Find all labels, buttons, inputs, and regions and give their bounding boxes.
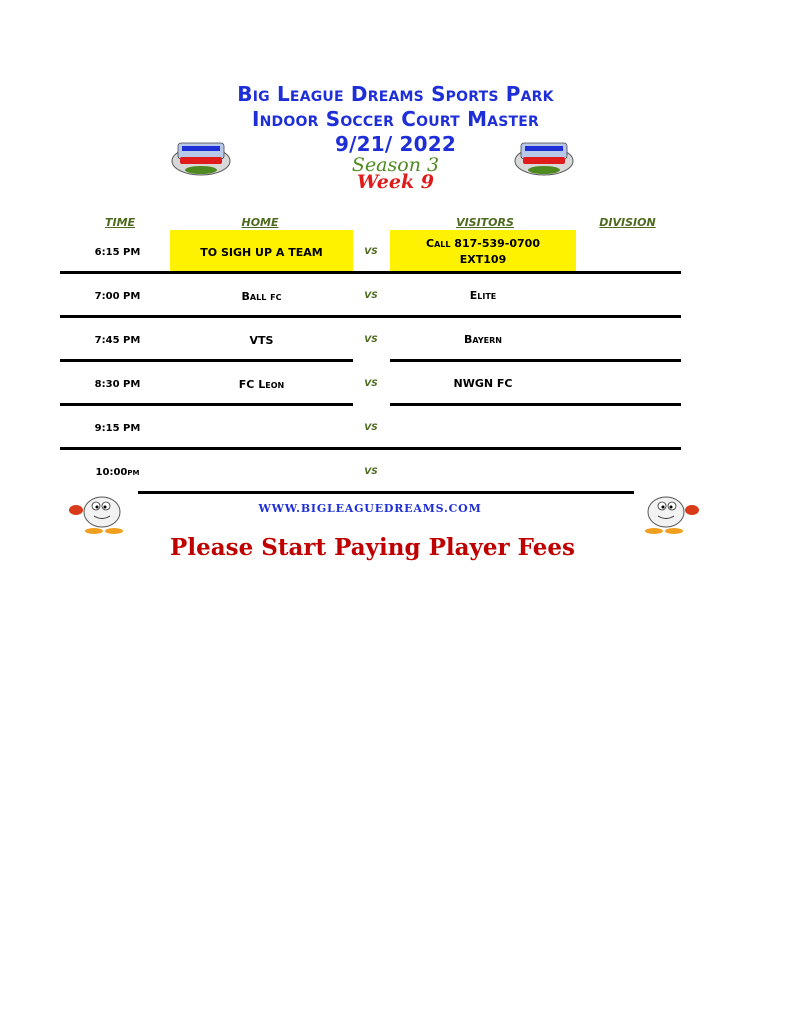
- column-header-visitors: VISITORS: [456, 216, 514, 229]
- game-time: 10:00pm: [95, 466, 140, 478]
- game-row: [60, 230, 681, 274]
- game-row: [60, 362, 681, 406]
- stadium-logo-icon: [513, 137, 575, 179]
- schedule-date: 9/21/ 2022: [335, 132, 456, 156]
- column-header-division: DIVISION: [599, 216, 656, 229]
- visitor-team: Elite: [469, 289, 497, 302]
- vs-label: VS: [364, 467, 378, 477]
- schedule-title: Indoor Soccer Court Master: [251, 107, 539, 131]
- game-time: 9:15 PM: [94, 422, 141, 434]
- home-team: Ball fc: [241, 289, 282, 303]
- game-row: [60, 274, 681, 318]
- home-team: [170, 450, 353, 494]
- season-label: Season 3: [351, 154, 440, 176]
- home-team: FC Leon: [238, 377, 285, 391]
- stadium-logo-icon: [170, 137, 232, 179]
- visitor-team: NWGN FC: [453, 377, 513, 390]
- home-team: TO SIGH UP A TEAM: [170, 230, 353, 274]
- game-time: 8:30 PM: [94, 378, 141, 390]
- week-label: Week 9: [357, 171, 434, 193]
- park-title: Big League Dreams Sports Park: [237, 82, 554, 106]
- game-row: [60, 406, 681, 450]
- visitor-line-1: Call 817-539-0700: [426, 237, 540, 250]
- website-link[interactable]: WWW.BIGLEAGUEDREAMS.COM: [258, 502, 482, 515]
- visitor-team: [390, 406, 576, 450]
- vs-label: VS: [364, 423, 378, 433]
- home-team: VTS: [249, 333, 274, 347]
- player-fees-notice: Please Start Paying Player Fees: [170, 534, 575, 561]
- game-row: [60, 318, 681, 362]
- game-time: 6:15 PM: [94, 246, 141, 258]
- vs-label: VS: [364, 379, 378, 389]
- visitor-team: [390, 230, 576, 274]
- home-team: [170, 406, 353, 450]
- visitor-team: Bayern: [464, 333, 502, 346]
- visitor-team: [390, 450, 576, 494]
- game-row: [60, 450, 681, 494]
- column-header-home: HOME: [241, 216, 279, 229]
- vs-label: VS: [364, 291, 378, 301]
- vs-label: VS: [364, 247, 378, 257]
- game-time: 7:45 PM: [94, 334, 141, 346]
- game-time: 7:00 PM: [94, 290, 141, 302]
- vs-label: VS: [364, 335, 378, 345]
- row-divider: [138, 491, 634, 494]
- visitor-line-2: EXT109: [459, 253, 507, 266]
- column-header-time: TIME: [104, 216, 136, 229]
